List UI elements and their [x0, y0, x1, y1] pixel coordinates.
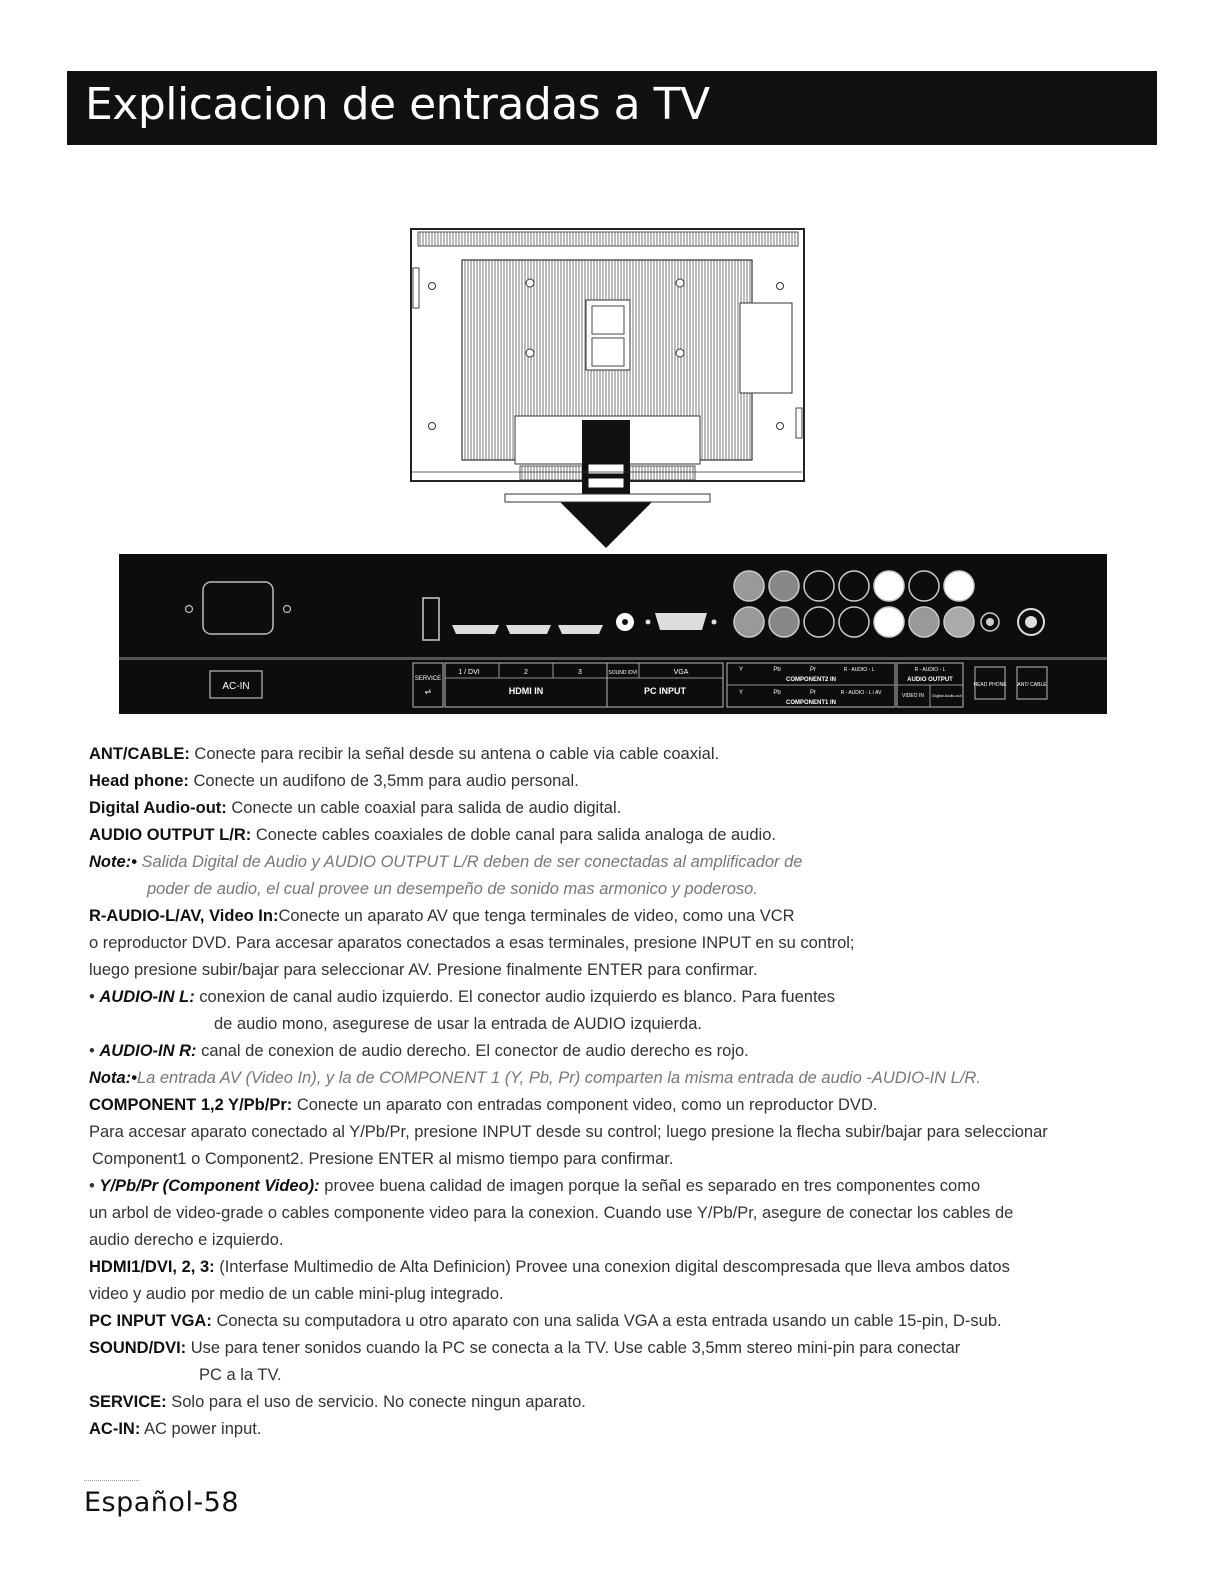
head-phone-text: Conecte un audifono de 3,5mm para audio personal.	[193, 772, 579, 790]
component-line-3	[89, 1146, 1199, 1173]
label-component2-in: COMPONENT2 IN	[785, 677, 837, 683]
hdmi-label: HDMI1/DVI, 2, 3:	[89, 1258, 215, 1276]
ypbpr-text-2: un arbol de video-grade o cables componente video para la conexion. Cuando use Y/Pb/Pr, asegure de conectar los cables de	[89, 1204, 1014, 1222]
tv-rear-illustration	[410, 228, 805, 558]
component-line-2	[89, 1119, 1199, 1146]
audio-in-l-text-2: de audio mono, asegurese de usar la entrada de AUDIO izquierda.	[214, 1015, 702, 1033]
audio-output-label: AUDIO OUTPUT L/R:	[89, 826, 252, 844]
sound-dvi-text-2: PC a la TV.	[199, 1366, 282, 1384]
ac-in-line	[89, 1416, 1199, 1443]
label-pb-1: Pb	[773, 690, 781, 696]
service-line	[89, 1389, 1199, 1416]
ant-cable-line	[89, 741, 1199, 768]
connector-panel	[119, 554, 1107, 714]
label-digital-audio-out: Digital Audio-out	[932, 693, 962, 698]
pc-input-label: PC INPUT VGA:	[89, 1312, 212, 1330]
label-hdmi-2: 2	[524, 669, 528, 676]
label-r-audio-l-2: R - AUDIO - L	[843, 667, 875, 673]
label-hdmi-in: HDMI IN	[508, 686, 544, 696]
hdmi-ports-icon	[452, 625, 603, 634]
component-text-2: Para accesar aparato conectado al Y/Pb/Pr, presione INPUT desde su control; luego presione la flecha subir/bajar para seleccionar	[89, 1123, 1048, 1141]
label-hdmi-1-dvi: 1 / DVI	[458, 669, 480, 676]
description-text	[89, 741, 1199, 1443]
audio-in-l-line-2	[89, 1011, 1199, 1038]
head-phone-label: Head phone:	[89, 772, 189, 790]
ypbpr-text-3: audio derecho e izquierdo.	[89, 1231, 284, 1249]
ac-in-label: AC-IN:	[89, 1420, 141, 1438]
pc-input-text: Conecta su computadora u otro aparato con una salida VGA a esta entrada usando un cable 15-pin, D-sub.	[216, 1312, 1002, 1330]
audio-output-line	[89, 822, 1199, 849]
rav-text-1: Conecte un aparato AV que tenga terminales de video, como una VCR	[278, 907, 795, 925]
label-r-audio-l-out: R - AUDIO - L	[914, 667, 946, 673]
label-pr-1: Pr	[810, 690, 816, 696]
digital-audio-text: Conecte un cable coaxial para salida de audio digital.	[231, 799, 622, 817]
sound-dvi-line-2	[89, 1362, 1199, 1389]
component-text-3: Component1 o Component2. Presione ENTER al mismo tiempo para confirmar.	[92, 1150, 674, 1168]
nota2-line	[89, 1065, 1199, 1092]
label-hdmi-3: 3	[578, 669, 582, 676]
audio-in-l-text: conexion de canal audio izquierdo. El conector audio izquierdo es blanco. Para fuentes	[199, 988, 835, 1006]
label-video-in: VIDEO IN	[902, 693, 924, 699]
audio-in-l-label: AUDIO-IN L:	[99, 988, 195, 1006]
sound-dvi-text-1: Use para tener sonidos cuando la PC se conecta a la TV. Use cable 3,5mm stereo mini-pin para conectar	[190, 1339, 961, 1357]
pc-input-line	[89, 1308, 1199, 1335]
ant-cable-text: Conecte para recibir la señal desde su antena o cable via cable coaxial.	[194, 745, 720, 763]
label-vga: VGA	[673, 669, 689, 676]
digital-audio-line	[89, 795, 1199, 822]
hdmi-line-2	[89, 1281, 1199, 1308]
page-title: Explicacion de entradas a TV	[85, 79, 710, 130]
ypbpr-text-1: provee buena calidad de imagen porque la señal es separado en tres componentes como	[324, 1177, 981, 1195]
label-r-audio-l-av: R - AUDIO - L / AV	[840, 690, 882, 696]
rav-text-2: o reproductor DVD. Para accesar aparatos conectados a esas terminales, presione INPUT en su control;	[89, 934, 855, 952]
head-phone-line	[89, 768, 1199, 795]
sound-dvi-label: SOUND/DVI:	[89, 1339, 187, 1357]
title-banner	[67, 71, 1157, 145]
label-sound-dvi: SOUND /DVI	[608, 670, 638, 676]
hdmi-text-2: video y audio por medio de un cable mini-plug integrado.	[89, 1285, 504, 1303]
rav-text-3: luego presione subir/bajar para seleccionar AV. Presione finalmente ENTER para confirmar.	[89, 961, 758, 979]
label-component1-in: COMPONENT1 IN	[785, 700, 837, 706]
audio-in-r-line: • AUDIO-IN R: canal de conexion de audio derecho. El conector de audio derecho es rojo.	[89, 1042, 749, 1060]
audio-in-l-line: • AUDIO-IN L: conexion de canal audio izquierdo. El conector audio izquierdo es blanco. Para fuentes	[89, 988, 835, 1006]
label-service: SERVICE	[414, 676, 442, 682]
note1-line-2	[89, 876, 1199, 903]
rav-line	[89, 903, 1199, 930]
label-head-phone: HEAD PHONE	[973, 682, 1007, 688]
label-pb-2: Pb	[773, 667, 781, 673]
hdmi-line	[89, 1254, 1199, 1281]
component-text-1: Conecte un aparato con entradas component video, como un reproductor DVD.	[296, 1096, 878, 1114]
label-ac-in: AC-IN	[222, 681, 250, 692]
hdmi-text-1: (Interfase Multimedio de Alta Definicion) Provee una conexion digital descompresada que lleva ambos datos	[219, 1258, 1010, 1276]
rav-label: R-AUDIO-L/AV, Video In:	[89, 907, 279, 925]
label-y-1: Y	[738, 690, 744, 696]
nota2-text: La entrada AV (Video In), y la de COMPONENT 1 (Y, Pb, Pr) comparten la misma entrada de audio -AUDIO-IN L/R.	[136, 1069, 981, 1087]
audio-output-text: Conecte cables coaxiales de doble canal para salida analoga de audio.	[255, 826, 776, 844]
ypbpr-line-2	[89, 1200, 1199, 1227]
component-line	[89, 1092, 1199, 1119]
sound-dvi-line	[89, 1335, 1199, 1362]
digital-audio-label: Digital Audio-out:	[89, 799, 227, 817]
note1-label: Note:•	[89, 853, 137, 871]
ac-in-text: AC power input.	[144, 1420, 262, 1438]
label-audio-output: AUDIO OUTPUT	[907, 677, 953, 683]
footer-rule	[84, 1480, 139, 1481]
service-text: Solo para el uso de servicio. No conecte ningun aparato.	[171, 1393, 586, 1411]
ant-cable-label: ANT/CABLE:	[89, 745, 190, 763]
label-y-2: Y	[738, 667, 744, 673]
note1-text: Salida Digital de Audio y AUDIO OUTPUT L/R deben de ser conectadas al amplificador de	[141, 853, 803, 871]
label-ant-cable: ANT/ CABLE	[1017, 682, 1047, 688]
audio-in-r-label: AUDIO-IN R:	[99, 1042, 197, 1060]
audio-in-r-text: canal de conexion de audio derecho. El conector de audio derecho es rojo.	[201, 1042, 749, 1060]
usb-icon: ⇌	[424, 687, 432, 696]
ypbpr-line: • Y/Pb/Pr (Component Video): provee buena calidad de imagen porque la señal es separado en tres componentes como	[89, 1177, 981, 1195]
page-number: Español-58	[84, 1487, 240, 1518]
note1-line	[89, 849, 1199, 876]
rav-line-3	[89, 957, 1199, 984]
component-label: COMPONENT 1,2 Y/Pb/Pr:	[89, 1096, 293, 1114]
service-label: SERVICE:	[89, 1393, 167, 1411]
ypbpr-label: Y/Pb/Pr (Component Video):	[99, 1177, 320, 1195]
ypbpr-line-3	[89, 1227, 1199, 1254]
note1-text-2: poder de audio, el cual provee un desempeño de sonido mas armonico y poderoso.	[147, 880, 758, 898]
nota2-label: Nota:•	[89, 1069, 137, 1087]
label-pc-input: PC INPUT	[643, 686, 687, 696]
rav-line-2	[89, 930, 1199, 957]
label-pr-2: Pr	[810, 667, 816, 673]
